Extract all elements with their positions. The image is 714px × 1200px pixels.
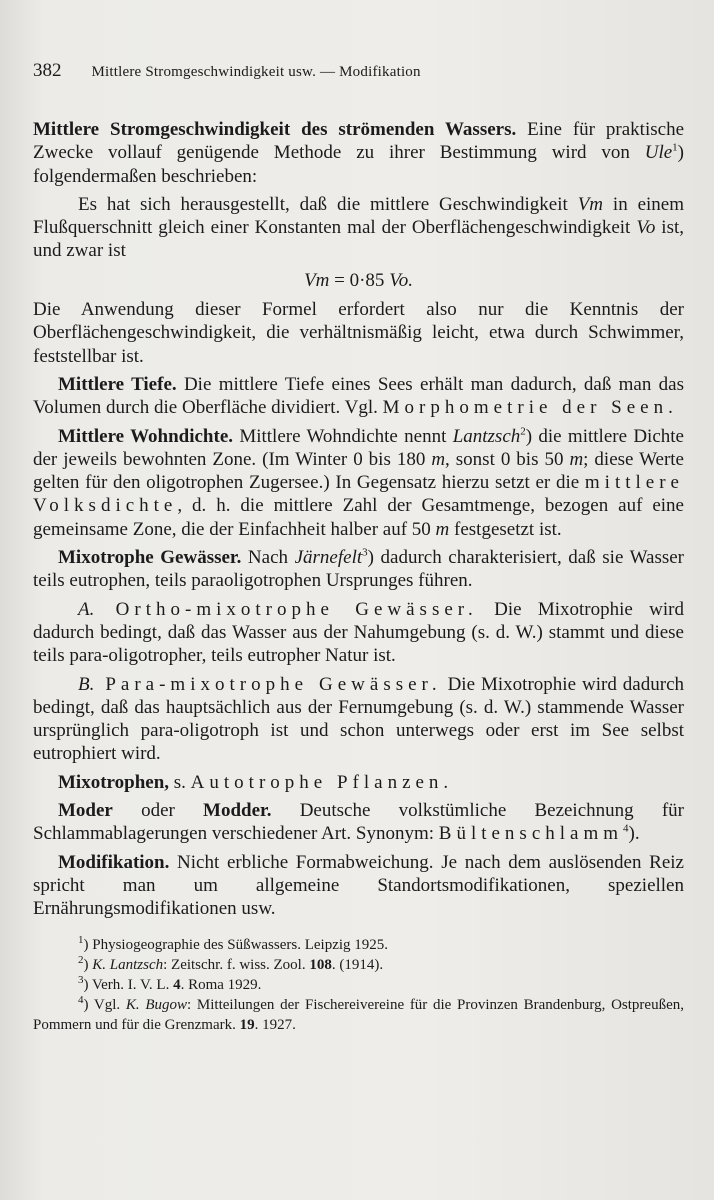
paragraph: Es hat sich herausgestellt, daß die mittlere Geschwindigkeit Vm in einem Flußquerschnitt gleich einer Konstanten mal der Oberflächengeschwindigkeit Vo ist, und zwar ist bbox=[33, 193, 685, 262]
entry-modifikation: Modifikation. Nicht erbliche Formabweichung. Je nach dem auslösenden Reiz spricht man um allgemeine Standortsmodifikationen, speziellen Ernährungsmodifikationen usw. bbox=[33, 851, 684, 920]
footnote-ref: 3 bbox=[362, 546, 368, 559]
cross-reference: mittlere Volksdichte bbox=[33, 472, 684, 517]
entry-wohndichte: Mittlere Wohndichte. Mittlere Wohndichte nennt Lantzsch$^2$) die mittlere Dichte der jeweils bewohnten Zone. (Im Winter 0 bis 180 m, sonst 0 bis 50 m; diese Werte gelten für den oligotrophen Zugersee.) In Gegensatz hierzu setzt er die mittlere Volksdichte, d. h. die mittlere Zahl der Gesamtmenge, bezogen auf eine gemeinsame Zone, die der Einfachheit halber auf 50 m festgesetzt ist. bbox=[33, 425, 684, 540]
entry-heading: Modifikation. bbox=[58, 851, 170, 873]
footnotes bbox=[33, 935, 684, 1035]
footnote: $^3$) Verh. I. V. L. 4. Roma 1929. bbox=[78, 973, 262, 993]
footnote: $^4$) Vgl. K. Bugow: Mitteilungen der Fischereivereine für die Provinzen Brandenburg, Ostpreußen, Pommern und für die Grenzmark. 19. 1927. bbox=[33, 993, 684, 1033]
footnote: $^2$) K. Lantzsch: Zeitschr. f. wiss. Zool. 108. (1914). bbox=[78, 953, 384, 973]
cross-reference: Morphometrie der Seen. bbox=[382, 397, 678, 419]
paragraph: Die Anwendung dieser Formel erfordert also nur die Kenntnis der Oberflächengeschwindigkeit, die verhältnismäßig leicht, etwa durch Schwimmer, feststellbar ist. bbox=[33, 299, 684, 367]
entry-heading: Mixotrophe Gewässer. bbox=[58, 547, 242, 569]
footnote-ref: 1 bbox=[672, 141, 678, 154]
entry-heading: Mittlere Wohndichte. bbox=[58, 425, 234, 447]
entry-mixotrophen: Mixotrophen, s. Autotrophe Pflanzen. bbox=[58, 771, 454, 793]
author-name: Ule bbox=[644, 142, 673, 164]
footnote-ref: 4 bbox=[623, 822, 629, 835]
cross-reference: Autotrophe Pflanzen. bbox=[190, 771, 454, 793]
entry-mixotrophe: Mixotrophe Gewässer. Nach Järnefelt$^3$) dadurch charakterisiert, daß sie Wasser teils eutrophen, teils paraoligotrophen Ursprunges führen. bbox=[33, 546, 684, 592]
cross-reference: Ortho-mixotrophe Gewässer. bbox=[94, 598, 478, 620]
footnote-ref: 2 bbox=[520, 425, 526, 438]
entry-heading: Mixotrophen, bbox=[58, 771, 170, 793]
entry-heading: Mittlere Stromgeschwindigkeit des strömenden Wassers. bbox=[33, 119, 517, 140]
running-title: Mittlere Stromgeschwindigkeit usw. — Modifikation bbox=[91, 64, 421, 80]
author-name: Lantzsch bbox=[452, 425, 521, 447]
subentry-a: A. Ortho-mixotrophe Gewässer. Die Mixotrophie wird dadurch bedingt, daß das Wasser aus der Nahumgebung (s. d. W.) stammt und diese teils para-oligotropher, teils eutropher Natur ist. bbox=[33, 598, 684, 667]
author-name: Järnefelt bbox=[294, 547, 363, 569]
entry-heading: Mittlere Tiefe. bbox=[58, 373, 177, 395]
entry-tiefe: Mittlere Tiefe. Die mittlere Tiefe eines Sees erhält man dadurch, daß man das Volumen durch die Oberfläche dividiert. Vgl. Morphometrie der Seen. bbox=[33, 373, 684, 419]
entry-stromgeschwindigkeit: Mittlere Stromgeschwindigkeit des strömenden Wassers. Eine für praktische Zwecke vollauf genügende Methode zu ihrer Bestimmung wird von Ule$^1$) folgendermaßen beschrieben: bbox=[33, 119, 684, 187]
subentry-b: B. Para-mixotrophe Gewässer. Die Mixotrophie wird dadurch bedingt, daß das hauptsächlich aus der Fernumgebung (s. d. W.) stammende Wasser ursprünglich para-oligotroph ist und schon unterwegs oder erst im See selbst eutrophiert wird. bbox=[33, 673, 684, 765]
entry-moder: Moder oder Modder. Deutsche volkstümliche Bezeichnung für Schlammablagerungen verschiedener Art. Synonym: Bültenschlamm$^4$). bbox=[33, 800, 684, 845]
entry-heading: Moder bbox=[58, 800, 113, 822]
page-header bbox=[33, 60, 684, 90]
footnote: $^1$) Physiogeographie des Süßwassers. Leipzig 1925. bbox=[78, 933, 389, 953]
cross-reference: Bültenschlamm bbox=[438, 823, 624, 845]
entry-heading: Modder. bbox=[203, 800, 272, 822]
page-body bbox=[33, 118, 684, 921]
formula: Vm = 0·85 Vo. bbox=[304, 269, 413, 291]
cross-reference: Para-mixotrophe Gewässer. bbox=[94, 673, 442, 695]
page-number: 382 bbox=[33, 60, 62, 81]
